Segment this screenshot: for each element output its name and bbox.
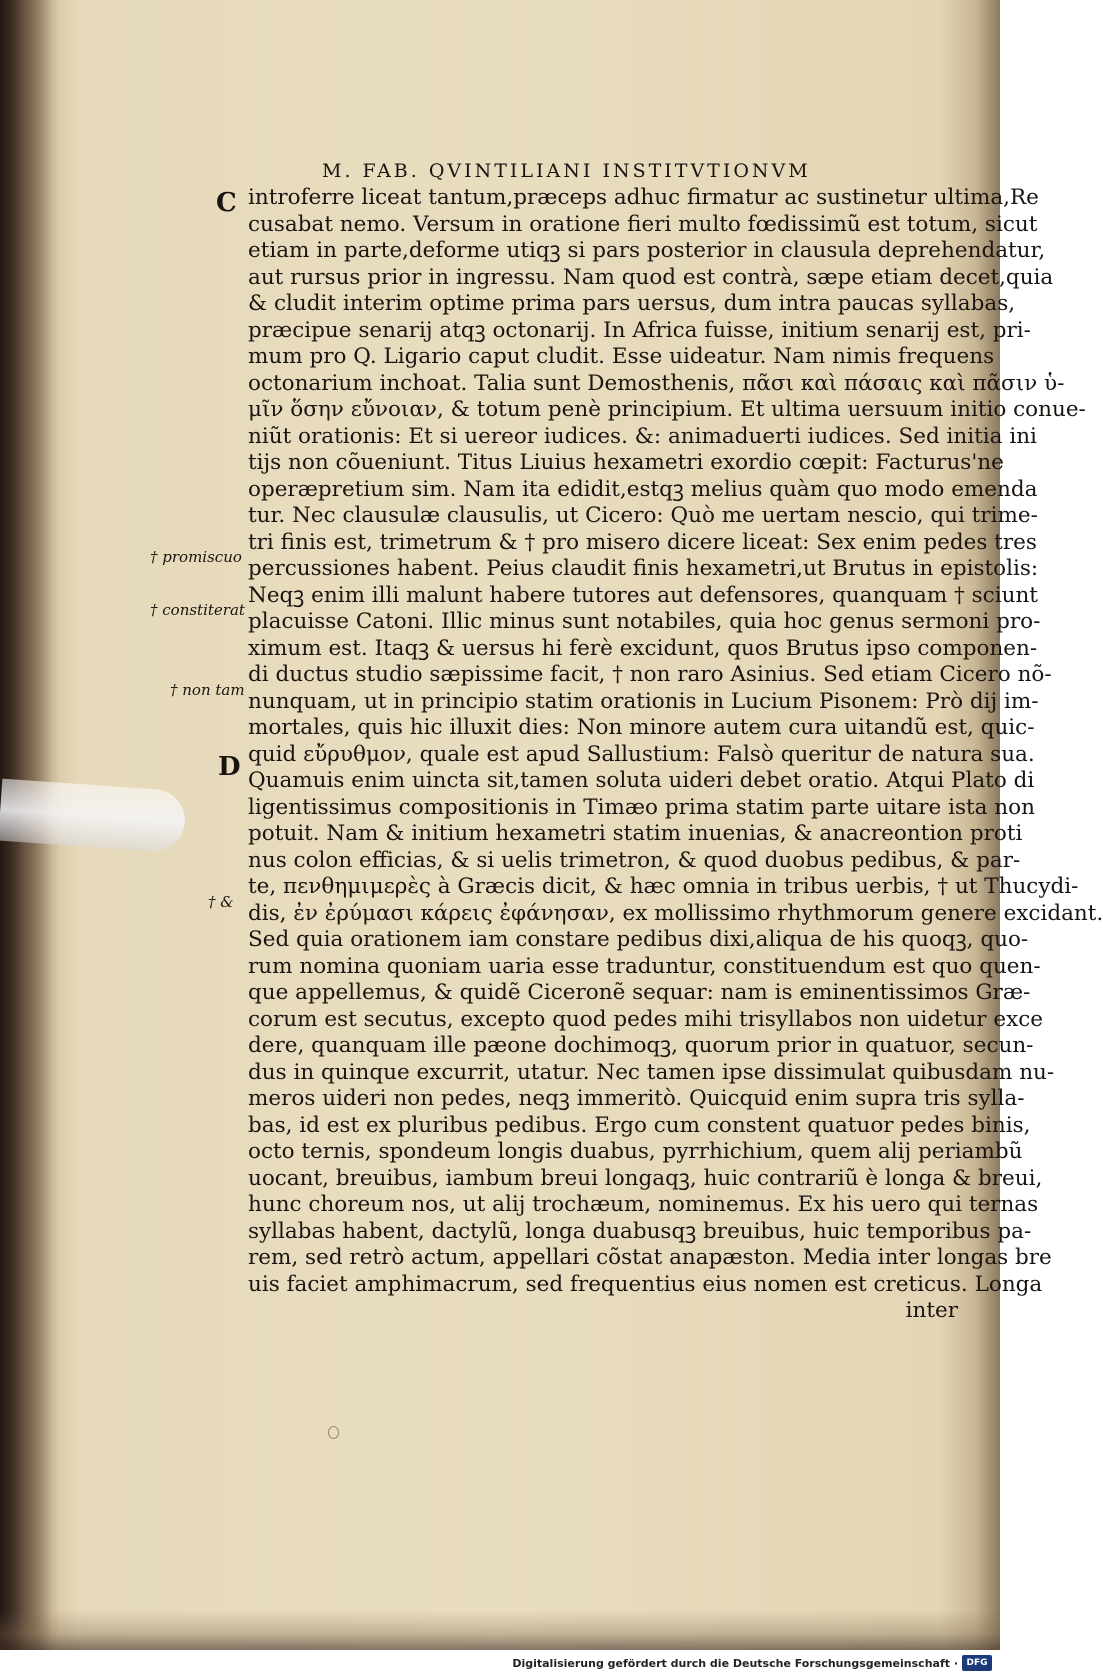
text-line: que appellemus, & quidẽ Ciceronẽ sequar: nam is eminentissimos Græ- [248, 980, 1031, 1005]
text-line: inter [905, 1298, 958, 1323]
text-line: octonarium inchoat. Talia sunt Demosthenis, πᾶσι καὶ πάσαις καὶ πᾶσιν ὑ- [248, 370, 1065, 396]
text-line: & cludit interim optime prima pars uersus, dum intra paucas syllabas, [248, 291, 1016, 316]
margin-note-non-tam: † non tam [170, 681, 245, 699]
margin-note-et: † & [208, 893, 234, 911]
text-line: præcipue senarij atqꝫ octonarij. In Africa fuisse, initium senarij est, pri- [248, 317, 1031, 343]
text-line: percussiones habent. Peius claudit finis hexametri,ut Brutus in epistolis: [248, 556, 1039, 581]
running-head: M. FAB. QVINTILIANI INSTITVTIONVM [322, 160, 811, 182]
text-line: mortales, quis hic illuxit dies: Non minore autem cura uitandũ est, quic- [248, 715, 1035, 740]
text-line: bas, id est ex pluribus pedibus. Ergo cum constent quatuor pedes binis, [248, 1112, 1031, 1138]
footer-bar [0, 1650, 1000, 1679]
text-line: dus in quinque excurrit, utatur. Nec tamen ipse dissimulat quibusdam nu- [248, 1059, 1055, 1085]
body-text [248, 185, 1103, 1325]
text-line: di ductus studio sæpissime facit, † non raro Asinius. Sed etiam Cicero nõ- [248, 662, 1052, 687]
dfg-logo: DFG [962, 1655, 992, 1671]
text-line: mum pro Q. Ligario caput cludit. Esse uideatur. Nam nimis frequens [248, 344, 995, 369]
text-line: etiam in parte,deforme utiqꝫ si pars posterior in clausula deprehendatur, [248, 238, 1046, 263]
text-line: uis faciet amphimacrum, sed frequentius eius nomen est creticus. Longa [248, 1271, 1043, 1297]
text-line: niũt orationis: Et si uereor iudices. &: animaduerti iudices. Sed initia ini [248, 423, 1037, 449]
text-line: nunquam, ut in principio statim orationis in Lucium Pisonem: Prò dij im- [248, 688, 1039, 714]
text-line: introferre liceat tantum,præceps adhuc firmatur ac sustinetur ultima,Re [248, 185, 1039, 210]
text-line: Quamuis enim uincta sit,tamen soluta uideri debet oratio. Atqui Plato di [248, 768, 1035, 793]
text-line: cusabat nemo. Versum in oratione fieri multo fœdissimũ est totum, sicut [248, 211, 1038, 237]
text-line: operæpretium sim. Nam ita edidit,estqꝫ melius quàm quo modo emenda [248, 476, 1038, 502]
text-line: rem, sed retrò actum, appellari cõstat anapæston. Media inter longas bre [248, 1245, 1052, 1270]
text-line: uocant, breuibus, iambum breui longaqꝫ, huic contrariũ è longa & breui, [248, 1165, 1043, 1191]
text-line: te, πενθημιμερὲς à Græcis dicit, & hæc omnia in tribus uerbis, † ut Thucydi- [248, 874, 1079, 899]
text-line: Sed quia orationem iam constare pedibus dixi,aliqua de his quoqꝫ, quo- [248, 927, 1029, 952]
text-line: rum nomina quoniam uaria esse traduntur, constituendum est quo quen- [248, 953, 1041, 979]
text-line: meros uideri non pedes, neqꝫ immeritò. Quicquid enim supra tris sylla- [248, 1086, 1025, 1111]
text-line: ligentissimus compositionis in Timæo prima statim parte uitare ista non [248, 794, 1035, 820]
margin-note-constiterat: † constiterat [150, 601, 245, 619]
text-line: octo ternis, spondeum longis duabus, pyrrhichium, quem alij periambũ [248, 1139, 1023, 1164]
margin-note-promiscuo: † promiscuo [150, 548, 242, 566]
text-line: hunc choreum nos, ut alij trochæum, nominemus. Ex his uero qui ternas [248, 1192, 1039, 1217]
text-line: corum est secutus, excepto quod pedes mihi trisyllabos non uidetur exce [248, 1006, 1044, 1032]
text-line: dere, quanquam ille pæone dochimoqꝫ, quorum prior in quatuor, secun- [248, 1033, 1034, 1058]
text-line: dis, ἐν ἐρύμασι κάρεις ἐφάνησαν, ex mollissimo rhythmorum genere excidant. [248, 900, 1103, 926]
section-mark-c: C [216, 188, 237, 218]
text-line: quid εὔρυθμον, quale est apud Sallustium: Falsò queritur de natura sua. [248, 741, 1035, 767]
text-line: potuit. Nam & initium hexametri statim inuenias, & anacreontion proti [248, 821, 1023, 846]
text-line: syllabas habent, dactylũ, longa duabusqꝫ breuibus, huic temporibus pa- [248, 1218, 1032, 1244]
text-line: nus colon efficias, & si uelis trimetron, & quod duobus pedibus, & par- [248, 847, 1021, 873]
text-line: placuisse Catoni. Illic minus sunt notabiles, quia hoc genus sermoni pro- [248, 609, 1041, 634]
section-mark-d: D [218, 752, 241, 782]
text-line: tur. Nec clausulæ clausulis, ut Cicero: Quò me uertam nescio, qui trime- [248, 503, 1038, 528]
footer-credit: Digitalisierung gefördert durch die Deutsche Forschungsgemeinschaft · [512, 1657, 958, 1670]
ink-circle-mark [328, 1426, 339, 1439]
text-line: aut rursus prior in ingressu. Nam quod est contrà, sæpe etiam decet,quia [248, 264, 1054, 290]
text-line: Neqꝫ enim illi malunt habere tutores aut defensores, quanquam † sciunt [248, 582, 1038, 608]
text-line: tijs non cõueniunt. Titus Liuius hexametri exordio cœpit: Facturus'ne [248, 450, 1004, 475]
text-line: ximum est. Itaqꝫ & uersus hi ferè excidunt, quos Brutus ipso componen- [248, 635, 1038, 661]
text-line: μῖν ὅσην εὔνοιαν, & totum penè principium. Et ultima uersuum initio conue- [248, 397, 1086, 422]
text-line: tri finis est, trimetrum & † pro misero dicere liceat: Sex enim pedes tres [248, 529, 1037, 555]
